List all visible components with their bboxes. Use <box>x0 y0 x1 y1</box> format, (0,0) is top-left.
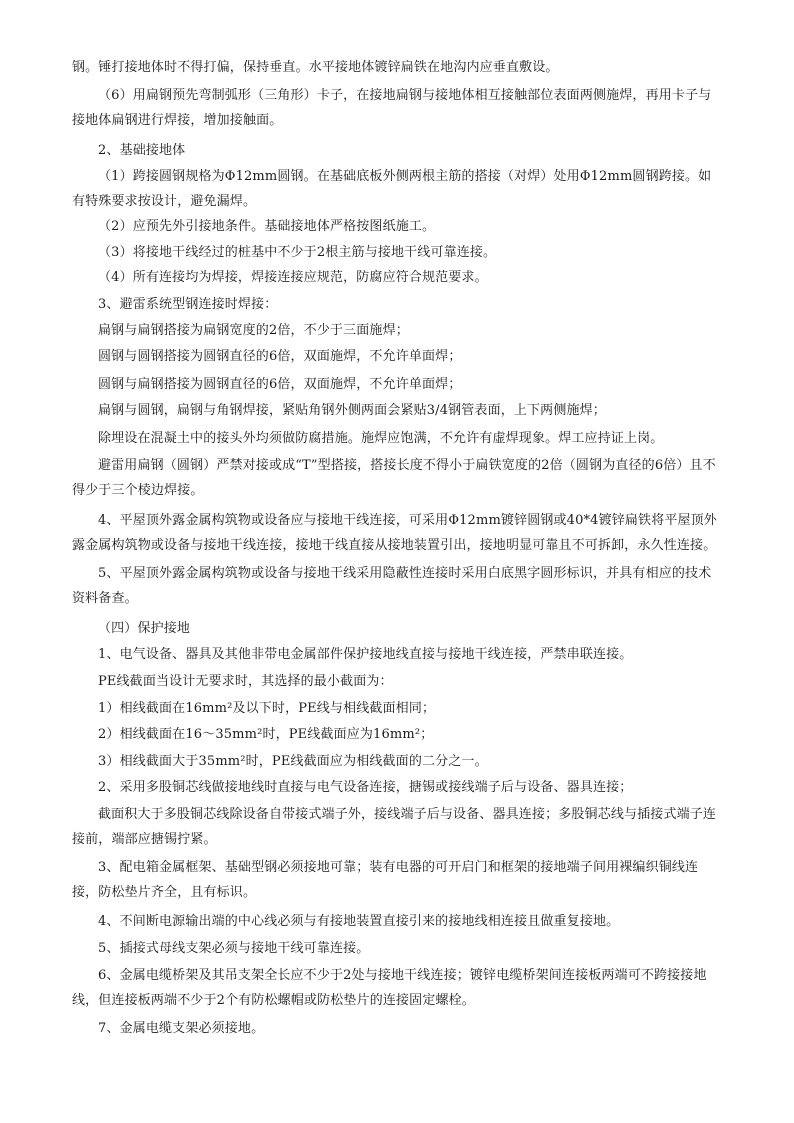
paragraph: 4、不间断电源输出端的中心线必须与有接地装置直接引来的接地线相连接且做重复接地。 <box>98 914 620 929</box>
section-heading: 3、避雷系统型钢连接时焊接： <box>98 297 278 312</box>
paragraph: 7、金属电缆支架必须接地。 <box>98 1021 265 1036</box>
paragraph: 截面积大于多股铜芯线除设备自带接式端子外，接线端子后与设备、器具连接；多股铜芯线与插接式端子连接前，端部应搪锡拧紧。 <box>72 807 717 847</box>
paragraph: 圆钢与扁钢搭接为圆钢直径的6倍，双面施焊，不允许单面焊； <box>98 377 462 392</box>
paragraph: 圆钢与圆钢搭接为圆钢直径的6倍，双面施焊，不允许单面焊； <box>98 349 462 364</box>
paragraph: 除埋设在混凝土中的接头外均须做防腐措施。施焊应饱满，不允许有虚焊现象。焊工应持证上岗。 <box>98 431 664 446</box>
paragraph: 6、金属电缆桥架及其吊支架全长应不少于2处与接地干线连接；镀锌电缆桥架间连接板两端可不跨接接地线，但连接板两端不少于2个有防松螺帽或防松垫片的连接固定螺栓。 <box>72 968 707 1008</box>
paragraph: 避雷用扁钢（圆钢）严禁对接或成“T”型搭接，搭接长度不得小于扁铁宽度的2倍（圆钢为直径的6倍）且不得少于三个棱边焊接。 <box>72 458 716 498</box>
paragraph: PE线截面当设计无要求时，其选择的最小截面为： <box>98 674 393 689</box>
paragraph: （4）所有连接均为焊接，焊接连接应规范，防腐应符合规范要求。 <box>98 270 488 285</box>
paragraph: 扁钢与圆钢，扁钢与角钢焊接，紧贴角钢外侧两面会紧贴3/4钢管表面，上下两侧施焊； <box>98 403 606 418</box>
paragraph: 3、配电箱金属框架、基础型钢必须接地可靠；装有电器的可开启门和框架的接地端子间用裸编织铜线连接，防松垫片齐全，且有标识。 <box>72 860 699 900</box>
paragraph: （3）将接地干线经过的桩基中不少于2根主筋与接地干线可靠连接。 <box>98 245 497 260</box>
paragraph: （2）应预先外引接地条件。基础接地体严格按图纸施工。 <box>98 219 436 234</box>
paragraph: （1）跨接圆钢规格为Φ12mm圆钢。在基础底板外侧两根主筋的搭接（对焊）处用Φ12mm圆钢跨接。如有特殊要求按设计，避免漏焊。 <box>72 169 712 209</box>
list-item: 3）相线截面大于35mm²时，PE线截面应为相线截面的二分之一。 <box>98 754 488 769</box>
list-item: 1）相线截面在16mm²及以下时，PE线与相线截面相同； <box>98 701 436 716</box>
paragraph: 5、插接式母线支架必须与接地干线可靠连接。 <box>98 941 370 956</box>
paragraph: （6）用扁钢预先弯制弧形（三角形）卡子，在接地扁钢与接地体相互接触部位表面两侧施焊，再用卡子与接地体扁钢进行焊接，增加接触面。 <box>72 88 712 128</box>
paragraph: 4、平屋顶外露金属构筑物或设备应与接地干线连接，可采用Φ12mm镀锌圆钢或40*4镀锌扁铁将平屋顶外露金属构筑物或设备与接地干线连接，接地干线直接从接地装置引出，接地明显可靠且不可拆卸，永久性连接。 <box>72 513 717 553</box>
paragraph: 钢。锤打接地体时不得打偏，保持垂直。水平接地体镀锌扁铁在地沟内应垂直敷设。 <box>72 60 559 75</box>
paragraph: 2、采用多股铜芯线做接地线时直接与电气设备连接，搪锡或接线端子后与设备、器具连接； <box>98 780 633 795</box>
section-heading: 2、基础接地体 <box>98 143 186 158</box>
paragraph: 5、平屋顶外露金属构筑物或设备与接地干线采用隐蔽性连接时采用白底黑字圆形标识，并具有相应的技术资料备查。 <box>72 566 712 606</box>
list-item: 2）相线截面在16～35mm²时，PE线截面应为16mm²； <box>98 727 434 742</box>
paragraph: 扁钢与扁钢搭接为扁钢宽度的2倍，不少于三面施焊； <box>98 323 409 338</box>
paragraph: 1、电气设备、器具及其他非带电金属部件保护接地线直接与接地干线连接，严禁串联连接。 <box>98 647 633 662</box>
section-heading: （四）保护接地 <box>98 621 191 636</box>
